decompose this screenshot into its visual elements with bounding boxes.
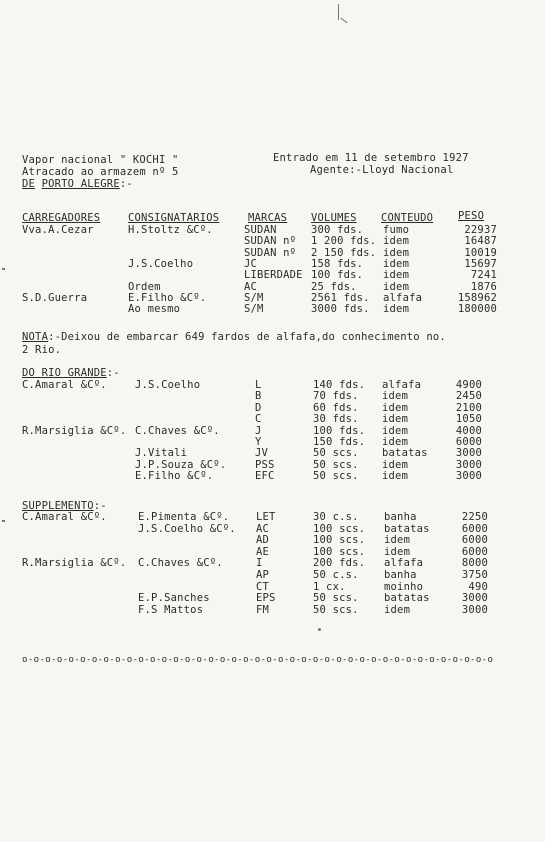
scan-mark [2,520,5,522]
volume-cell: 1 cx. [313,580,346,593]
content-cell: batatas [382,447,428,460]
content-cell: idem [383,280,410,293]
vessel-line: Vapor nacional " KOCHI " [22,154,179,166]
content-cell: idem [384,603,411,616]
content-cell: idem [382,470,409,483]
content-cell: idem [383,269,410,282]
mark-cell: AD [256,534,270,547]
weight-cell: 15697 [464,257,497,270]
section-supplemento-label: SUPPLEMENTO [22,500,94,512]
mark-cell: LIBERDADE [244,269,303,282]
content-cell: alfafa [382,379,422,391]
mark-cell: PSS [255,458,275,471]
shipper-cell: S.D.Guerra [22,291,88,304]
weight-cell: 3000 [461,592,488,605]
content-cell: alfafa [384,557,424,570]
weight-cell: 3000 [455,447,482,460]
volume-cell: 30 c.s. [313,511,359,523]
volume-cell: 3000 fds. [311,303,370,316]
mark-cell: I [256,557,263,570]
shipper-cell: Vva.A.Cezar [22,224,94,236]
mark-cell: AE [256,545,270,558]
mark-cell: Y [255,436,262,448]
weight-cell: 3000 [455,458,482,471]
content-cell: batatas [384,522,430,535]
weight-cell: 2100 [455,401,482,414]
consignee-cell: E.Pimenta &Cº. [138,511,230,523]
volume-cell: 100 scs. [313,545,366,558]
mark-cell: S/M [244,303,264,316]
weight-cell: 158962 [457,291,497,304]
volume-cell: 50 scs. [313,458,359,471]
weight-cell: 180000 [457,303,497,316]
weight-cell: 6000 [455,436,482,448]
consignee-cell: E.Filho &Cº. [135,470,214,483]
mark-cell: EPS [256,592,276,605]
note-text: :-Deixou de embarcar 649 fardos de alfafa,do conhecimento no. [48,331,446,343]
shipper-cell: C.Amaral &Cº. [22,511,107,523]
mark-cell: L [255,379,262,391]
consignee-cell: F.S Mattos [138,603,204,616]
origin-name: PORTO ALEGRE [41,178,120,190]
mark-cell: AC [244,280,258,293]
consignee-cell: J.P.Souza &Cº. [135,458,227,471]
content-cell: idem [382,413,409,426]
mark-cell: S/M [244,291,264,304]
volume-cell: 50 scs. [313,447,359,460]
consignee-cell: J.S.Coelho &Cº. [138,522,236,535]
content-cell: alfafa [383,291,423,304]
col-carregadores: CARREGADORES [22,212,101,224]
content-cell: idem [383,235,410,248]
weight-cell: 3000 [455,470,482,483]
weight-cell: 8000 [461,557,488,570]
section-rio-grande-suffix: :- [106,367,120,379]
content-cell: idem [382,436,409,448]
volume-cell: 300 fds. [311,224,364,236]
weight-cell: 4900 [455,379,482,391]
content-cell: idem [382,401,409,414]
consignee-cell: C.Chaves &Cº. [135,424,220,437]
scan-mark [2,268,5,270]
consignee-cell: C.Chaves &Cº. [138,557,223,570]
mark-cell: FM [256,603,270,616]
content-cell: batatas [384,592,430,605]
consignee-cell: H.Stoltz &Cº. [128,224,213,236]
berth-line: Atracado ao armazem nº 5 [22,166,179,178]
volume-cell: 70 fds. [313,390,359,403]
weight-cell: 16487 [464,235,497,248]
shipper-cell: R.Marsiglia &Cº. [22,424,127,437]
agent-line: Agente:-Lloyd Nacional [310,164,454,176]
scan-mark [340,18,347,23]
weight-cell: 2450 [455,390,482,403]
col-consignatarios: CONSIGNATARIOS [128,212,220,224]
weight-cell: 3000 [461,603,488,616]
content-cell: idem [382,458,409,471]
volume-cell: 50 c.s. [313,569,359,581]
weight-cell: 490 [468,580,488,593]
weight-cell: 22937 [464,224,497,236]
arrival-line: Entrado em 11 de setembro 1927 [273,152,469,164]
mark-cell: SUDAN nº [244,246,297,259]
separator-line: o-o-o-o-o-o-o-o-o-o-o-o-o-o-o-o-o-o-o-o-o-o-o-o-o-o-o-o-o-o-o-o-o-o-o-o-o-o-o-o-o [22,655,494,665]
consignee-cell: E.P.Sanches [138,592,210,605]
weight-cell: 10019 [464,246,497,259]
content-cell: idem [382,390,409,403]
mark-cell: EFC [255,470,275,483]
consignee-cell: E.Filho &Cº. [128,291,207,304]
section-rio-grande-label: DO RIO GRANDE [22,367,107,379]
volume-cell: 200 fds. [313,557,366,570]
volume-cell: 100 fds. [311,269,364,282]
weight-cell: 6000 [461,534,488,547]
origin-suffix: :- [119,178,133,190]
origin-prefix: DE [22,178,36,190]
note-line-1 [22,331,446,343]
content-cell: idem [383,303,410,316]
weight-cell: 6000 [461,522,488,535]
shipper-cell: R.Marsiglia &Cº. [22,557,127,570]
content-cell: fumo [383,224,410,236]
consignee-cell: J.S.Coelho [135,379,201,391]
weight-cell: 2250 [461,511,488,523]
content-cell: moinho [384,580,424,593]
content-cell: idem [382,424,409,437]
mark-cell: SUDAN [244,224,277,236]
volume-cell: 2561 fds. [311,291,370,304]
mark-cell: B [255,390,262,403]
mark-cell: AC [256,522,270,535]
note-label: NOTA [22,331,49,343]
mark-cell: JC [244,257,258,270]
mark-cell: CT [256,580,270,593]
weight-cell: 1876 [470,280,497,293]
mark-cell: SUDAN nº [244,235,297,248]
content-cell: idem [383,257,410,270]
mark-cell: JV [255,447,269,460]
origin-line [22,178,133,190]
volume-cell: 150 fds. [313,436,366,448]
volume-cell: 30 fds. [313,413,359,426]
mark-cell: C [255,413,262,426]
volume-cell: 50 scs. [313,470,359,483]
note-line-2: 2 Rio. [22,344,62,356]
content-cell: idem [383,246,410,259]
col-peso: PESO [458,210,485,222]
volume-cell: 158 fds. [311,257,364,270]
section-rio-grande-title [22,367,120,379]
volume-cell: 60 fds. [313,401,359,414]
col-marcas: MARCAS [248,212,288,224]
consignee-cell: J.S.Coelho [128,257,194,270]
scan-mark [318,628,321,631]
section-supplemento-suffix: :- [93,500,107,512]
mark-cell: D [255,401,262,414]
volume-cell: 50 scs. [313,603,359,616]
volume-cell: 100 scs. [313,534,366,547]
weight-cell: 4000 [455,424,482,437]
volume-cell: 1 200 fds. [311,235,377,248]
mark-cell: LET [256,511,276,523]
shipper-cell: C.Amaral &Cº. [22,379,107,391]
mark-cell: J [255,424,262,437]
weight-cell: 1050 [455,413,482,426]
volume-cell: 140 fds. [313,379,366,391]
content-cell: banha [384,569,417,581]
consignee-cell: Ordem [128,280,161,293]
weight-cell: 3750 [461,569,488,581]
volume-cell: 25 fds. [311,280,357,293]
volume-cell: 2 150 fds. [311,246,377,259]
weight-cell: 7241 [470,269,497,282]
volume-cell: 100 fds. [313,424,366,437]
consignee-cell: Ao mesmo [128,303,181,316]
content-cell: idem [384,534,411,547]
scan-mark [338,4,339,20]
volume-cell: 50 scs. [313,592,359,605]
content-cell: idem [384,545,411,558]
mark-cell: AP [256,569,270,581]
weight-cell: 6000 [461,545,488,558]
volume-cell: 100 scs. [313,522,366,535]
col-conteudo: CONTEUDO [381,212,434,224]
consignee-cell: J.Vitali [135,447,188,460]
content-cell: banha [384,511,417,523]
col-volumes: VOLUMES [311,212,357,224]
